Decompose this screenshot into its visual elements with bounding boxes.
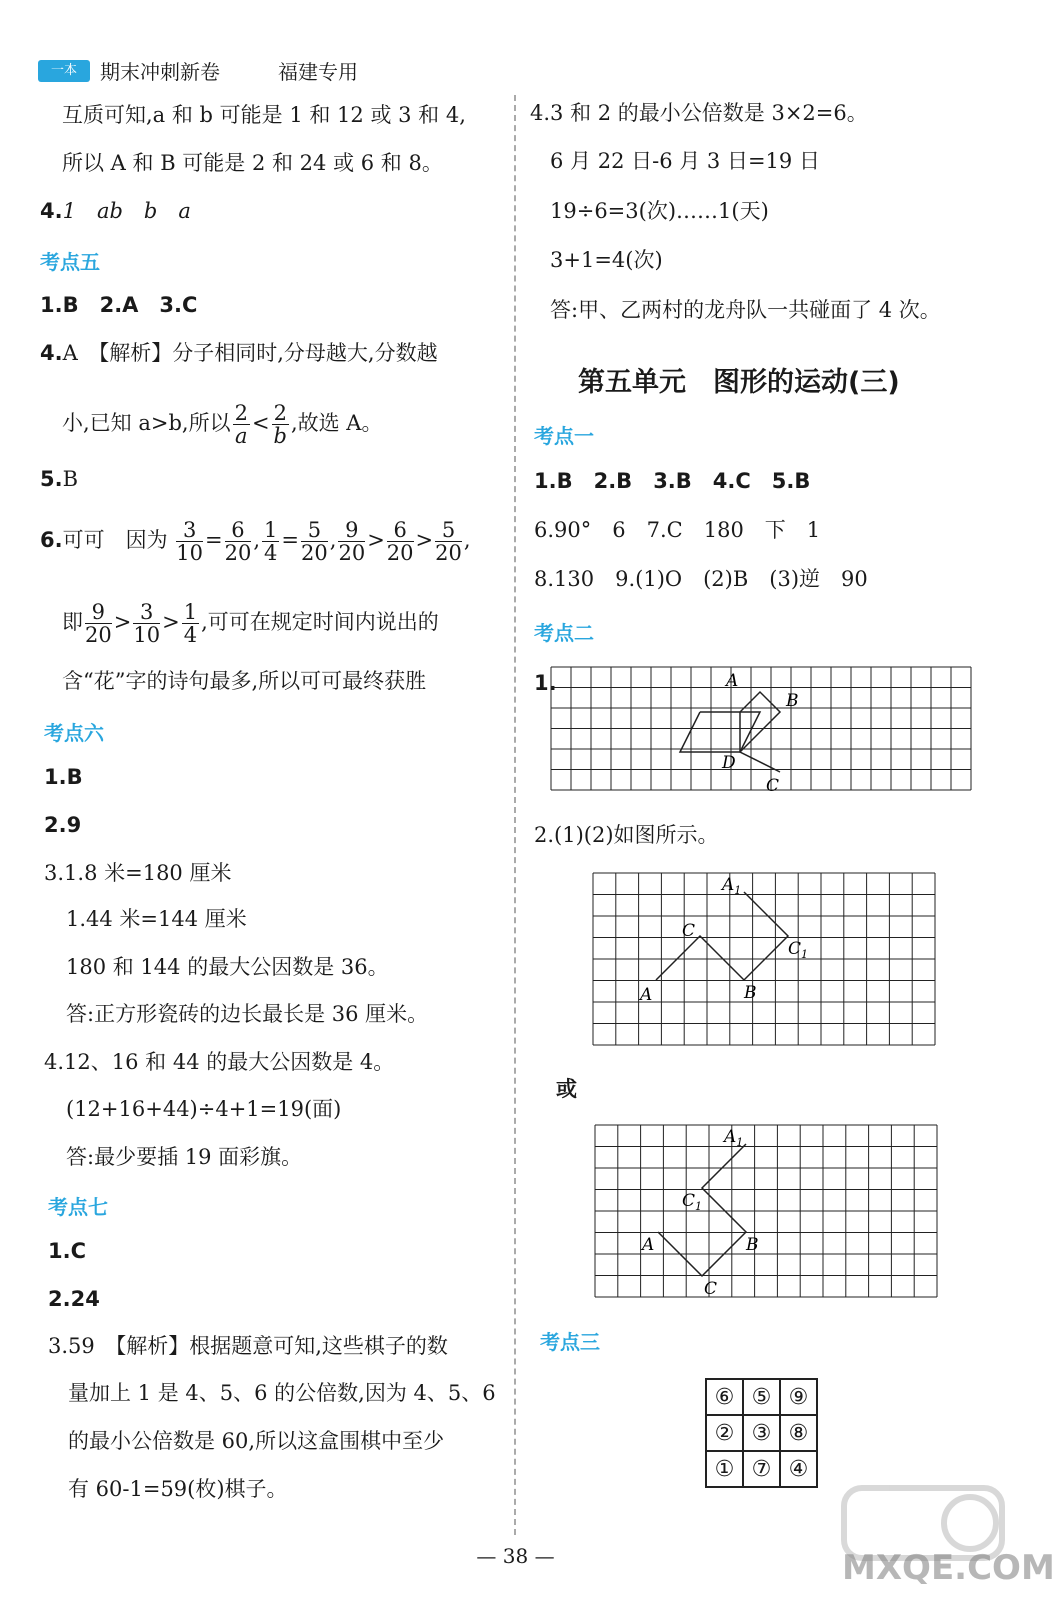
operator: > — [113, 610, 132, 634]
rotated-segments — [740, 692, 780, 772]
fraction-chain — [174, 518, 471, 565]
operator: = — [281, 528, 300, 552]
fraction — [338, 519, 365, 564]
denominator: 20 — [224, 541, 252, 565]
answer-line: 8.130 9.(1)O (2)B (3)逆 90 — [534, 567, 868, 591]
point-label-c: C — [682, 921, 696, 941]
point-label-c: C — [704, 1279, 718, 1299]
numerator: 3 — [176, 519, 203, 542]
triangle-path — [656, 892, 788, 980]
answer-line: 4.3 和 2 的最小公倍数是 3×2=6。 — [530, 101, 868, 125]
question-number: 4. — [40, 199, 63, 223]
operator: > — [162, 610, 180, 634]
point-label-a: A — [726, 671, 739, 691]
point-label-c1: $C_1$ — [682, 1191, 703, 1213]
answer-line — [40, 198, 191, 224]
denominator: 4 — [183, 623, 198, 647]
point-label-a: A — [640, 985, 653, 1005]
fraction — [262, 519, 279, 564]
numerator: 2 — [273, 401, 287, 425]
grid-figure-1 — [550, 666, 974, 796]
denominator: 20 — [301, 541, 328, 565]
answer-line: 2.9 — [44, 813, 82, 837]
answer-line: 1.B 2.B 3.B 4.C 5.B — [534, 469, 811, 493]
fraction — [233, 402, 250, 447]
answer-line: 量加上 1 是 4、5、6 的公倍数,因为 4、5、6 — [68, 1381, 496, 1405]
fraction — [387, 519, 414, 564]
answer-text: ,可可在规定时间内说出的 — [201, 610, 439, 634]
answer-line: 1.C — [48, 1239, 87, 1263]
denominator: 20 — [386, 541, 414, 565]
point-label-a1: $A_1$ — [722, 875, 742, 897]
fraction — [225, 519, 252, 564]
answer-line: 6 月 22 日-6 月 3 日=19 日 — [550, 149, 820, 173]
answer-text: 即 — [62, 610, 83, 634]
point-label-d: D — [722, 753, 736, 773]
fraction — [435, 519, 462, 564]
grid-cell: ④ — [780, 1451, 817, 1487]
answer-text: 1 ab b a — [62, 199, 191, 223]
answer-line: 3+1=4(次) — [550, 248, 663, 272]
point-label-b: B — [746, 1235, 759, 1255]
answer-line: 互质可知,a 和 b 可能是 1 和 12 或 3 和 4, — [62, 103, 466, 127]
numerator: 3 — [133, 601, 160, 624]
answer-text: 2.(1)(2)如图所示。 — [534, 823, 719, 847]
operator: , — [253, 528, 261, 552]
section-heading: 考点一 — [534, 424, 594, 448]
grid-cell: ⑨ — [780, 1379, 817, 1415]
section-heading: 考点七 — [48, 1195, 108, 1219]
operator: = — [205, 528, 223, 552]
answer-line — [40, 515, 471, 565]
grid-cell: ① — [706, 1451, 743, 1487]
fraction — [301, 519, 328, 564]
answer-line: 180 和 144 的最大公因数是 36。 — [66, 955, 389, 979]
relation: < — [251, 411, 270, 435]
answer-line: 答:正方形瓷砖的边长最长是 36 厘米。 — [66, 1002, 429, 1026]
point-label-b: B — [744, 983, 757, 1003]
numerator: 1 — [183, 600, 198, 624]
answer-line: 6.90° 6 7.C 180 下 1 — [534, 518, 821, 542]
figure-shapes — [640, 1127, 759, 1299]
section-heading: 考点五 — [40, 250, 100, 274]
question-number: 4. — [40, 341, 63, 365]
answer-line: 答:最少要插 19 面彩旗。 — [66, 1145, 303, 1169]
denominator: 10 — [176, 541, 204, 565]
numerator: 9 — [85, 601, 112, 624]
operator: , — [463, 528, 471, 552]
grid-cell: ② — [706, 1415, 743, 1451]
answer-line: 答:甲、乙两村的龙舟队一共碰面了 4 次。 — [550, 298, 941, 322]
answer-line: 有 60-1=59(枚)棋子。 — [68, 1477, 288, 1501]
answer-line — [40, 466, 78, 492]
section-heading: 考点二 — [534, 621, 594, 645]
book-title: 期末冲刺新卷 — [100, 60, 220, 84]
denominator: 10 — [133, 623, 161, 647]
fraction-chain — [83, 600, 201, 647]
table-row — [706, 1379, 817, 1415]
book-subtitle: 福建专用 — [278, 60, 358, 84]
point-label-b: B — [786, 691, 799, 711]
grid-figure-3 — [594, 1124, 942, 1302]
grid-cell: ⑧ — [780, 1415, 817, 1451]
denominator: 20 — [338, 541, 366, 565]
answer-line: 所以 A 和 B 可能是 2 和 24 或 6 和 8。 — [62, 151, 443, 175]
grid-figure-2 — [592, 872, 940, 1050]
denominator: 20 — [85, 623, 112, 647]
grid-cell: ③ — [743, 1415, 780, 1451]
answer-line: 4.12、16 和 44 的最大公因数是 4。 — [44, 1050, 395, 1074]
denominator: 4 — [264, 541, 278, 565]
answer-line — [40, 340, 438, 366]
answer-line: (12+16+44)÷4+1=19(面) — [66, 1097, 342, 1121]
numerator: 1 — [264, 518, 278, 542]
answer-line: 19÷6=3(次)……1(天) — [550, 199, 769, 223]
answer-text: A 【解析】分子相同时,分母越大,分数越 — [62, 341, 438, 365]
publisher-logo: 一本 — [38, 60, 90, 82]
answer-line: 1.B 2.A 3.C — [40, 293, 198, 317]
fraction — [133, 601, 160, 646]
fraction — [182, 601, 199, 646]
table-row — [706, 1451, 817, 1487]
operator: > — [367, 528, 385, 552]
answer-line: 1.44 米=144 厘米 — [66, 907, 247, 931]
answer-line: 的最小公倍数是 60,所以这盒围棋中至少 — [68, 1429, 445, 1453]
denominator: a — [235, 424, 248, 448]
fraction — [272, 402, 289, 447]
numerator: 5 — [435, 519, 462, 542]
answer-line — [62, 597, 439, 647]
question-number: 5. — [40, 467, 63, 491]
answer-text: B — [62, 467, 79, 491]
or-label: 或 — [556, 1077, 577, 1101]
numerator: 2 — [234, 401, 248, 425]
number-square — [705, 1378, 818, 1488]
denominator: 20 — [435, 541, 462, 565]
denominator: b — [273, 424, 287, 448]
answer-line: 2.24 — [48, 1287, 100, 1311]
answer-line — [534, 822, 719, 848]
grid-cell: ⑤ — [743, 1379, 780, 1415]
numerator: 6 — [225, 519, 252, 542]
answer-line: 1.B — [44, 765, 83, 789]
grid-lines — [595, 1125, 937, 1297]
operator: > — [415, 528, 434, 552]
section-heading: 考点六 — [44, 721, 104, 745]
figure-shapes — [680, 671, 799, 796]
grid-lines — [551, 667, 971, 790]
unit-title: 第五单元 图形的运动(三) — [578, 367, 900, 398]
question-number: 6. — [40, 528, 63, 552]
numerator: 9 — [338, 519, 365, 542]
point-label-a1: $A_1$ — [724, 1127, 744, 1149]
fraction — [176, 519, 203, 564]
answer-line — [62, 398, 382, 448]
grid-cell: ⑦ — [743, 1451, 780, 1487]
section-heading: 考点三 — [540, 1330, 600, 1354]
answer-line: 含“花”字的诗句最多,所以可可最终获胜 — [62, 669, 427, 693]
column-divider — [514, 95, 516, 1535]
parallelogram-outline — [680, 712, 760, 752]
point-label-c1: $C_1$ — [788, 939, 809, 961]
operator: , — [329, 528, 337, 552]
question-number: 1. — [534, 671, 557, 695]
point-label-a: A — [642, 1235, 655, 1255]
answer-text: 小,已知 a>b,所以 — [62, 411, 231, 435]
answer-text: 可可 因为 — [62, 528, 168, 552]
fraction — [85, 601, 112, 646]
answer-text: ,故选 A。 — [290, 411, 383, 435]
point-label-c: C — [766, 776, 780, 796]
numerator: 5 — [301, 519, 328, 542]
numerator: 6 — [387, 519, 414, 542]
answer-line: 3.59 【解析】根据题意可知,这些棋子的数 — [48, 1334, 448, 1358]
grid-cell: ⑥ — [706, 1379, 743, 1415]
watermark-text: MXQE.COM — [842, 1548, 1055, 1588]
answer-line: 3.1.8 米=180 厘米 — [44, 861, 232, 885]
table-row — [706, 1415, 817, 1451]
page-number: — 38 — — [476, 1544, 555, 1568]
